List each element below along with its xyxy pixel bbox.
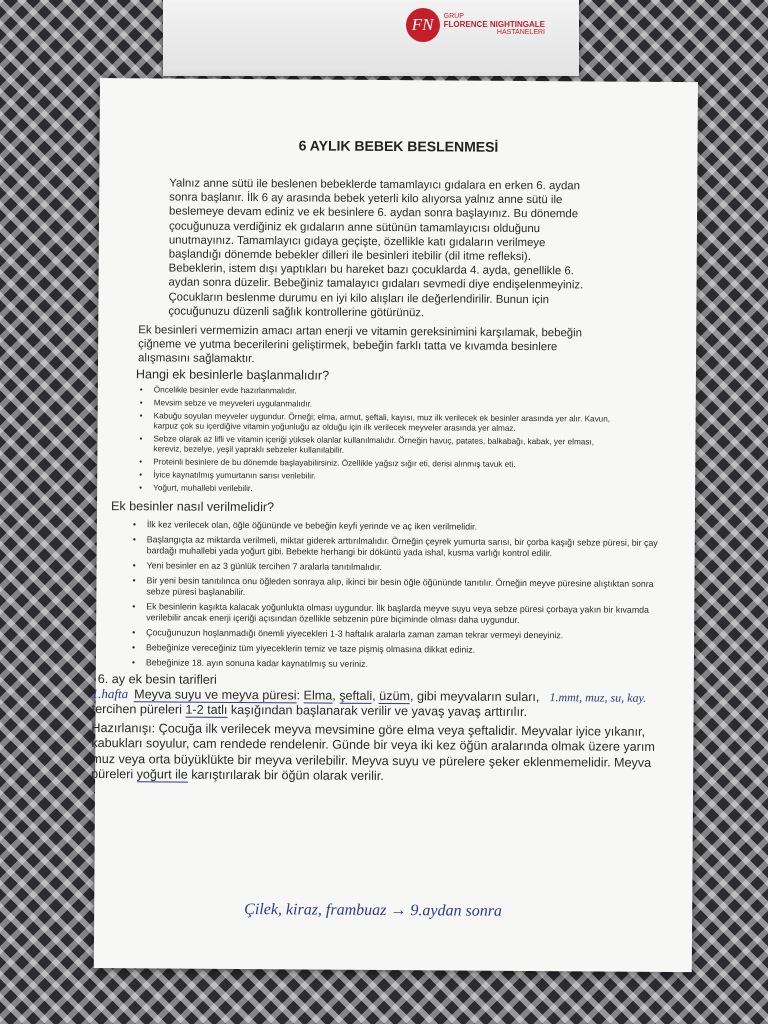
list-item: • Yeni besinler en az 3 günlük tercihen 7 aralarla tanıtılmalıdır. — [147, 560, 665, 575]
document-title: 6 AYLIK BEBEK BESLENMESİ — [298, 137, 499, 155]
recipe-section — [91, 686, 694, 787]
recipe-colon: : — [296, 688, 304, 703]
list-item: • Bir yeni besin tanıtılınca onu öğleden sonraya alıp, ikinci bir besin öğle öğününde tanıtılır. Örneğin meyve püresine alıştıktan sonra sebze püresi başlanabilir. — [146, 575, 664, 601]
purpose-paragraph: Ek besinleri vermemizin amacı artan enerji ve vitamin gereksinimini karşılamak, bebeğin çiğneme ve yutma becerilerini geliştirmek, bebeğin farklı tatta ve kıvamda besinlere alışmasını sağlamaktır. — [137, 324, 583, 366]
list-item: • Kabuğu soyulan meyveler uygundur. Örneği; elma, armut, şeftali, kayısı, muz ilk verilecek ek besinler arasında yer alır. Kavun, karpuz çok su içerdiğive vitamin yoğunluğu az olduğu için ilk verilecek meyveler arasında yer almaz. — [154, 411, 616, 434]
list-item: • Yoğurt, muhallebi verilebilir. — [153, 483, 615, 496]
logo-line-3: HASTANELERI — [496, 29, 545, 36]
handwritten-week-note: 1.hafta — [91, 685, 129, 701]
list-item: • Bebeğinize 18. ayın sonuna kadar kaynatılmış su veriniz. — [146, 657, 664, 672]
handwritten-fruit-note: 1.mmt, muz, su, kay. — [549, 689, 647, 705]
how-to-give-list — [96, 513, 695, 672]
heading-how-to-give: Ek besinler nasıl verilmelidir? — [110, 498, 275, 514]
fruit-uzum: üzüm — [379, 688, 411, 703]
list-item: • Ek besinlerin kaşıkta kalacak yoğunlukta olması uygundur. İlk başlarda meyve suyu veya sebze püresi çorbaya yakın bir kıvamda verilebilir ancak enerji içeriği açısından özellikle sebzenin püre biçiminde olması daha uygundur. — [146, 601, 664, 627]
list-item: • Mevsim sebze ve meyveleri uygulanmalıdır. — [154, 398, 616, 411]
prep-text-b: karıştırılarak bir öğün olarak verilir. — [187, 767, 384, 784]
prep-text-a: Hazırlanışı: Çocuğa ilk verilecek meyva mevsimine göre elma veya şeftalidir. Meyvalar iyice yıkanır, kabukları soyulur, cam rendede rendelenir. Günde bir veya iki kez öğün aralarında olmak üzere yarım muz veya orta büyüklükte bir meyva verilebilir. Meyva suyu ve pürelere şeker eklenmemelidir. Meyva püreleri — [91, 720, 655, 782]
list-item: • Sebze olarak az lifli ve vitamin içeriği yüksek olanlar kullanılmalıdır. Örneğin havuç, patates, balkabağı, kabak, yer elması, kereviz, bezelye, yeşil yapraklı sebzeler kullanılabilir. — [153, 434, 615, 457]
document-page — [91, 78, 698, 972]
recipe-line-2-a: tercihen püreleri — [91, 702, 186, 717]
prep-yogurt: yoğurt ile — [136, 767, 188, 782]
document-body — [91, 176, 697, 787]
list-item: • Çocuğunuzun hoşlanmadığı önemli yiyecekleri 1-3 haftalık aralarla zaman zaman tekrar vermeyi deneyiniz. — [146, 627, 664, 642]
logo-line-2: FLORENCE NIGHTINGALE — [443, 20, 545, 29]
fruit-elma: Elma — [303, 688, 333, 703]
brochure-folder — [163, 0, 579, 76]
recipe-line-2-b: kaşığından başlanarak verilir ve yavaş yavaş arttırılır. — [227, 703, 528, 720]
handwritten-bottom-note: Çilek, kiraz, frambuaz → 9.aydan sonra — [244, 901, 503, 920]
list-item: • Bebeğinize vereceğiniz tüm yiyeceklerin temiz ve taze pişmiş olmasına dikkat ediniz. — [146, 642, 664, 657]
logo-line-1: GRUP — [443, 13, 464, 20]
recipe-line-1: 1.hafta Meyva suyu ve meyva püresi: Elma, şeftali, üzüm, gibi meyvaların suları, 1.mmt, muz, su, kay. — [91, 685, 647, 705]
list-item: • Öncelikle besinler evde hazırlanmalıdır. — [154, 385, 616, 398]
recipe-label: Meyva suyu ve meyva püresi — [134, 686, 297, 703]
list-item: • Proteinli besinlere de bu dönemde başlayabilirsiniz. Özellikle yağsız sığır eti, derisi alınmış tavuk eti. — [153, 457, 615, 470]
logo-text — [444, 13, 545, 37]
fn-monogram-icon: FN — [406, 8, 440, 42]
heading-recipes: 6. ay ek besin tarifleri — [97, 671, 217, 687]
recipe-line-1-rest: , gibi meyvaların suları, — [409, 688, 540, 704]
recipe-amount: 1-2 tatlı — [185, 702, 228, 718]
intro-paragraph: Yalnız anne sütü ile beslenen bebeklerde tamamlayıcı gıdalara en erken 6. aydan sonra başlanır. İlk 6 ay arasında bebek yeterli kilo alıyorsa yalnız anne sütü ile beslemeye devam ediniz ve ek besinlere 6. aydan sonra başlayınız. Bu dönemde çocuğunuza verdiğiniz ek gıdaların anne sütünün tamamlayıcısı olduğunu unutmayınız. Tamamlayıcı gıdaya geçişte, özellikle katı gıdaların verilmeye başlandığı dönemde bebekler dilleri ile besinleri itebilir (dil itme refleksi). Bebeklerin, istem dışı yaptıkları bu hareket bazı çocuklarda 4. ayda, genellikle 6. aydan sonra düzelir. Bebeğiniz tamalayıcı gıdaları sevmedi diye endişelenmeyiniz. Çocukların beslenme durumu en iyi kilo alışları ile değerlendirilir. Bunun için çocuğunuzu düzenli sağlık kontrollerine götürünüz. — [168, 177, 584, 320]
recipe-preparation — [91, 721, 675, 787]
fruit-seftali: şeftali — [339, 688, 373, 703]
list-item: • İlk kez verilecek olan, öğle öğününde ve bebeğin keyfi yerinde ve aç iken verilmelidir. — [147, 519, 665, 534]
list-item: • İyice kaynatılmış yumurtanın sarısı verilebilir. — [153, 470, 615, 483]
list-item: • Başlangıçta az miktarda verilmeli, miktar giderek arttırılmalıdır. Örneğin çeyrek yumurta sarısı, bir çorba kaşığı sebze püresi, bir çay bardağı muhallebi yada yoğurt gibi. Bebekte herhangi bir döküntü yada ishal, kusma varlığı kontrol edilir. — [147, 534, 665, 560]
hospital-logo — [406, 8, 545, 42]
start-foods-list — [97, 381, 696, 497]
heading-which-foods: Hangi ek besinlerle başlanmalıdır? — [135, 366, 330, 383]
